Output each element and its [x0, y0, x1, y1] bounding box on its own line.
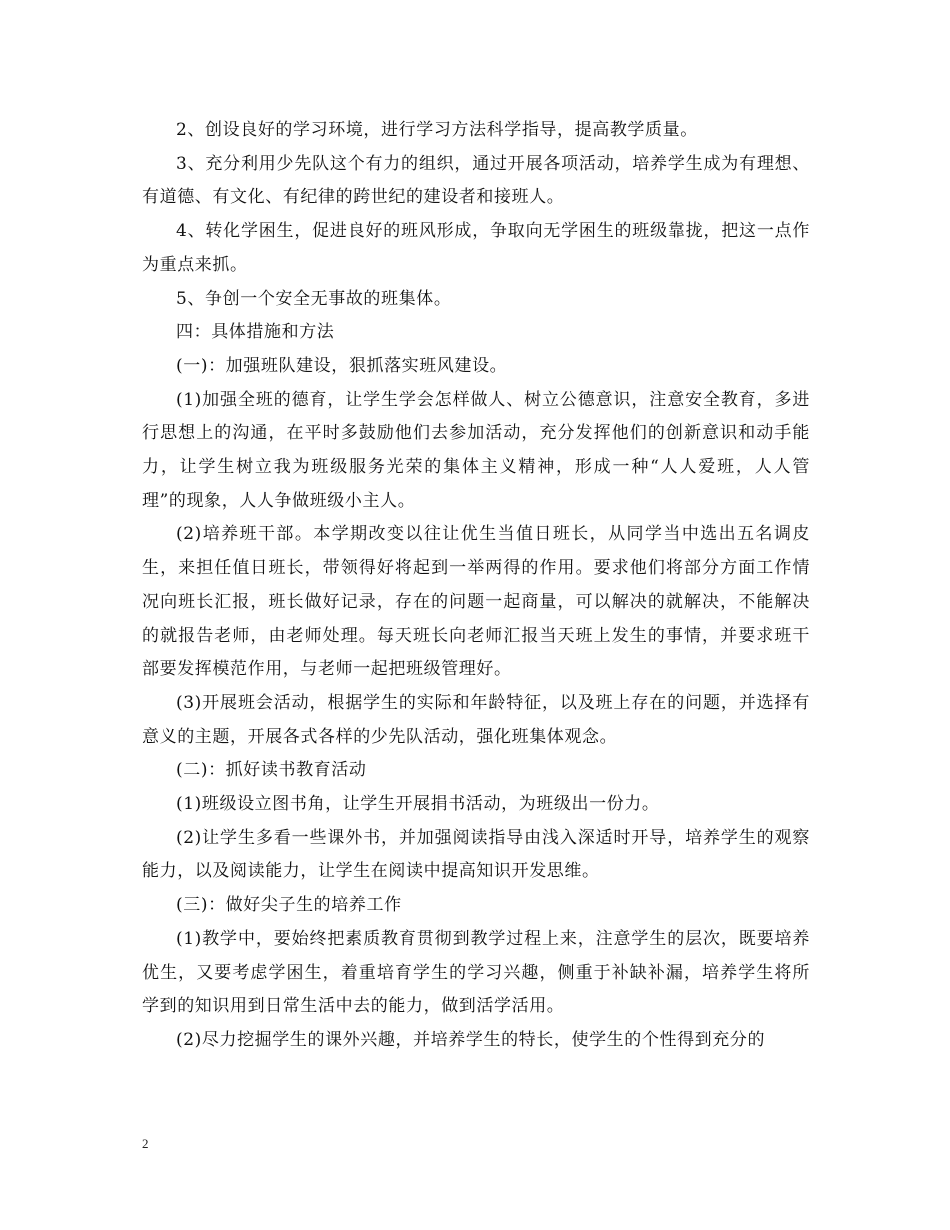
paragraph-quality-education: (1)教学中，要始终把素质教育贯彻到教学过程上来，注意学生的层次，既要培养优生，又要考虑学困生，着重培育学生的学习兴趣，侧重于补缺补漏，培养学生将所学到的知识用到日常生活中去的能力，做到活学活用。	[142, 928, 810, 1017]
paragraph-book-corner: (1)班级设立图书角，让学生开展捐书活动，为班级出一份力。	[176, 794, 660, 815]
subheading-top-students: (三)：做好尖子生的培养工作	[176, 895, 402, 916]
paragraph-class-meetings: (3)开展班会活动，根据学生的实际和年龄特征，以及班上存在的问题，并选择有意义的主题，开展各式各样的少先队活动，强化班集体观念。	[142, 692, 810, 747]
paragraph-interests: (2)尽力挖掘学生的课外兴趣，并培养学生的特长，使学生的个性得到充分的	[176, 1029, 766, 1050]
page-number: 2	[142, 1136, 149, 1151]
paragraph-extra-reading: (2)让学生多看一些课外书，并加强阅读指导由浅入深适时开导，培养学生的观察能力，以及阅读能力，让学生在阅读中提高知识开发思维。	[142, 827, 810, 882]
paragraph-goal-2: 2、创设良好的学习环境，进行学习方法科学指导，提高教学质量。	[176, 120, 698, 140]
subheading-class-building: (一)：加强班队建设，狠抓落实班风建设。	[176, 355, 508, 376]
subheading-reading: (二)：抓好读书教育活动	[176, 760, 367, 781]
paragraph-goal-4: 4、转化学困生，促进良好的班风形成，争取向无学困生的班级靠拢，把这一点作为重点来抓。	[142, 221, 810, 275]
paragraph-goal-5: 5、争创一个安全无事故的班集体。	[176, 288, 452, 309]
paragraph-goal-3: 3、充分利用少先队这个有力的组织，通过开展各项活动，培养学生成为有理想、有道德、有文化、有纪律的跨世纪的建设者和接班人。	[142, 153, 810, 208]
document-body	[142, 114, 810, 1058]
section-heading-measures: 四：具体措施和方法	[176, 322, 335, 343]
paragraph-class-cadres: (2)培养班干部。本学期改变以往让优生当值日班长，从同学当中选出五名调皮生，来担任值日班长，带领得好将起到一举两得的作用。要求他们将部分方面工作情况向班长汇报，班长做好记录，存在的问题一起商量，可以解决的就解决，不能解决的就报告老师，由老师处理。每天班长向老师汇报当天班上发生的事情，并要求班干部要发挥模范作用，与老师一起把班级管理好。	[142, 524, 810, 680]
paragraph-moral-education: (1)加强全班的德育，让学生学会怎样做人、树立公德意识，注意安全教育，多进行思想上的沟通，在平时多鼓励他们去参加活动，充分发挥他们的创新意识和动手能力，让学生树立我为班级服务光荣的集体主义精神，形成一种“人人爱班，人人管理”的现象，人人争做班级小主人。	[142, 389, 810, 511]
